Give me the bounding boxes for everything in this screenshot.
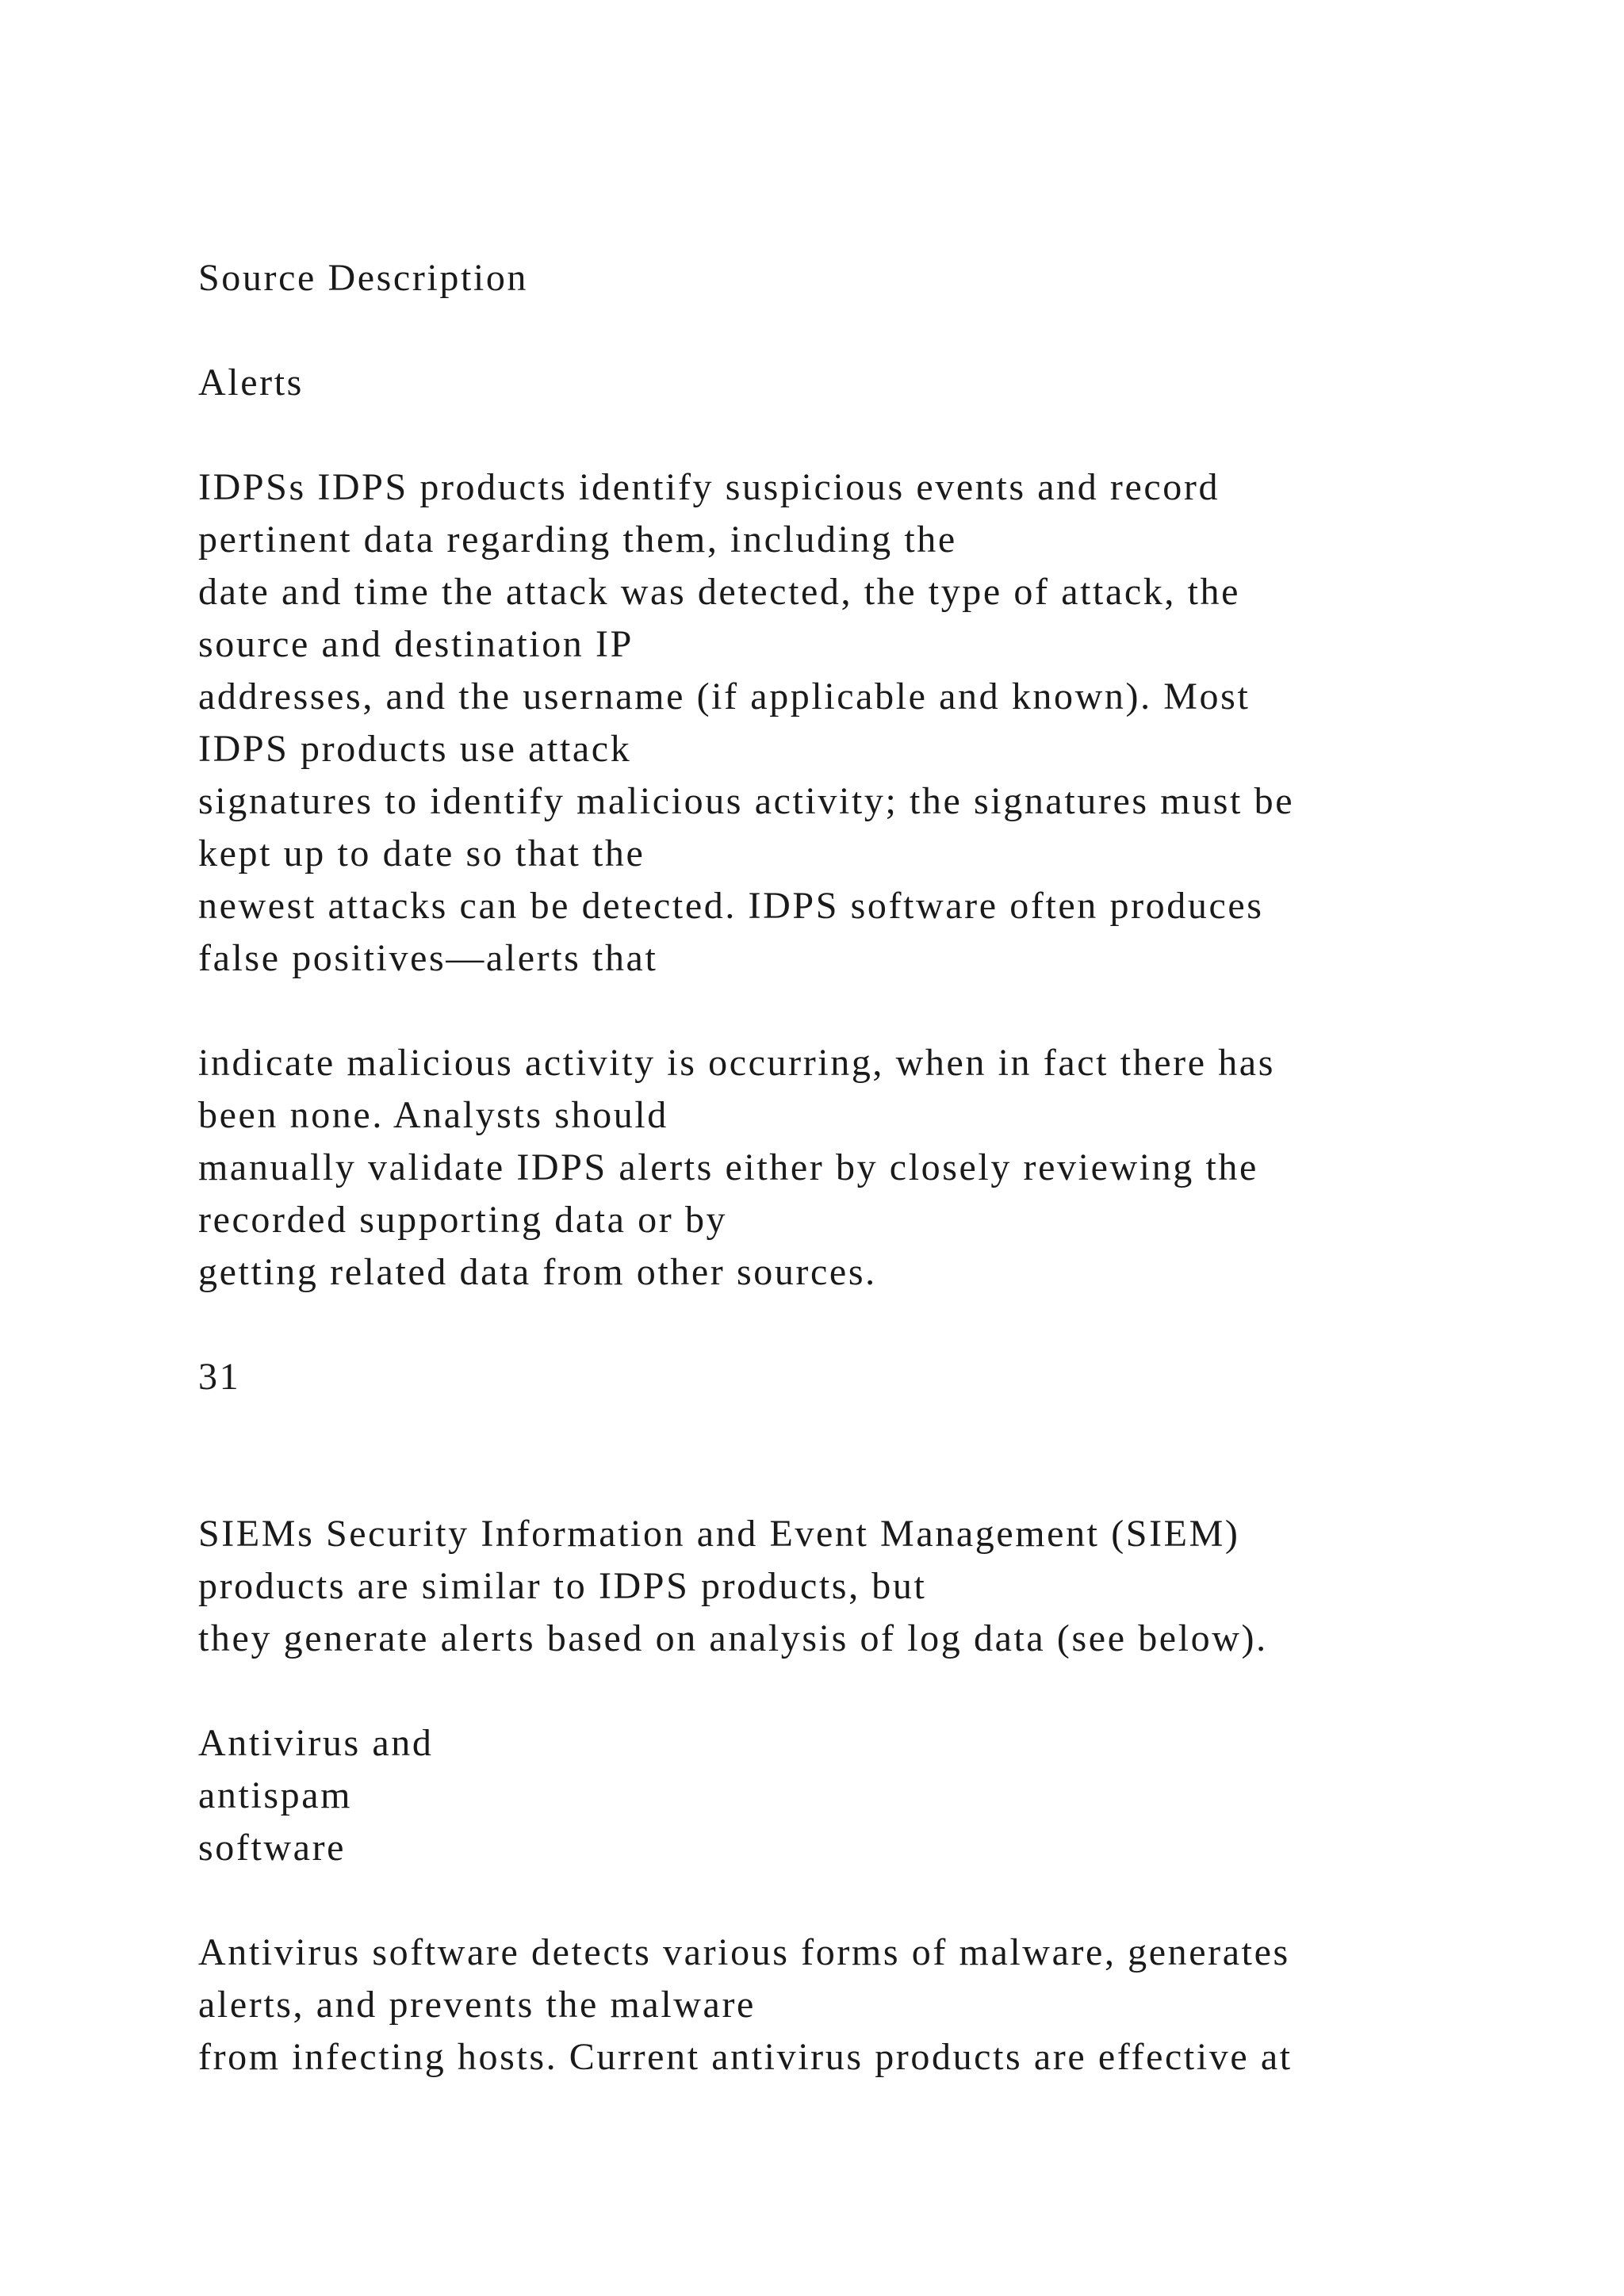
text-line: signatures to identify malicious activity; the signatures must be — [198, 780, 1295, 822]
table-header: Source Description — [198, 257, 529, 299]
page-number: 31 — [198, 1356, 241, 1398]
category-label: Alerts — [198, 362, 304, 404]
text-line: indicate malicious activity is occurring, when in fact there has — [198, 1042, 1275, 1084]
text-line: newest attacks can be detected. IDPS software often produces — [198, 885, 1264, 927]
text-line: pertinent data regarding them, including the — [198, 519, 957, 561]
text-line: alerts, and prevents the malware — [198, 1984, 756, 2026]
antivirus-paragraph — [198, 1927, 1546, 2084]
antivirus-heading — [198, 1717, 1546, 1874]
text-line: recorded supporting data or by — [198, 1199, 728, 1241]
text-line: manually validate IDPS alerts either by closely reviewing the — [198, 1146, 1258, 1188]
text-line: products are similar to IDPS products, but — [198, 1565, 927, 1607]
text-line: from infecting hosts. Current antivirus products are effective at — [198, 2036, 1293, 2078]
idps-paragraph-2 — [198, 1037, 1546, 1299]
text-line: addresses, and the username (if applicable and known). Most — [198, 675, 1251, 718]
text-line: antispam — [198, 1774, 353, 1816]
siem-paragraph — [198, 1508, 1546, 1665]
text-line: software — [198, 1827, 347, 1869]
text-line: SIEMs Security Information and Event Management (SIEM) — [198, 1513, 1240, 1555]
text-line: they generate alerts based on analysis of log data (see below). — [198, 1617, 1268, 1659]
text-line: been none. Analysts should — [198, 1094, 668, 1136]
text-line: Antivirus software detects various forms of malware, generates — [198, 1931, 1290, 1973]
text-line: Antivirus and — [198, 1722, 434, 1764]
text-line: kept up to date so that the — [198, 832, 645, 874]
text-line: IDPS products use attack — [198, 728, 632, 770]
text-line: source and destination IP — [198, 623, 634, 665]
text-line: getting related data from other sources. — [198, 1251, 877, 1293]
text-line: false positives—alerts that — [198, 937, 658, 979]
document-body — [198, 252, 1546, 2084]
text-line: date and time the attack was detected, the type of attack, the — [198, 571, 1241, 613]
text-line: IDPSs IDPS products identify suspicious events and record — [198, 466, 1220, 508]
idps-paragraph-1 — [198, 461, 1546, 985]
